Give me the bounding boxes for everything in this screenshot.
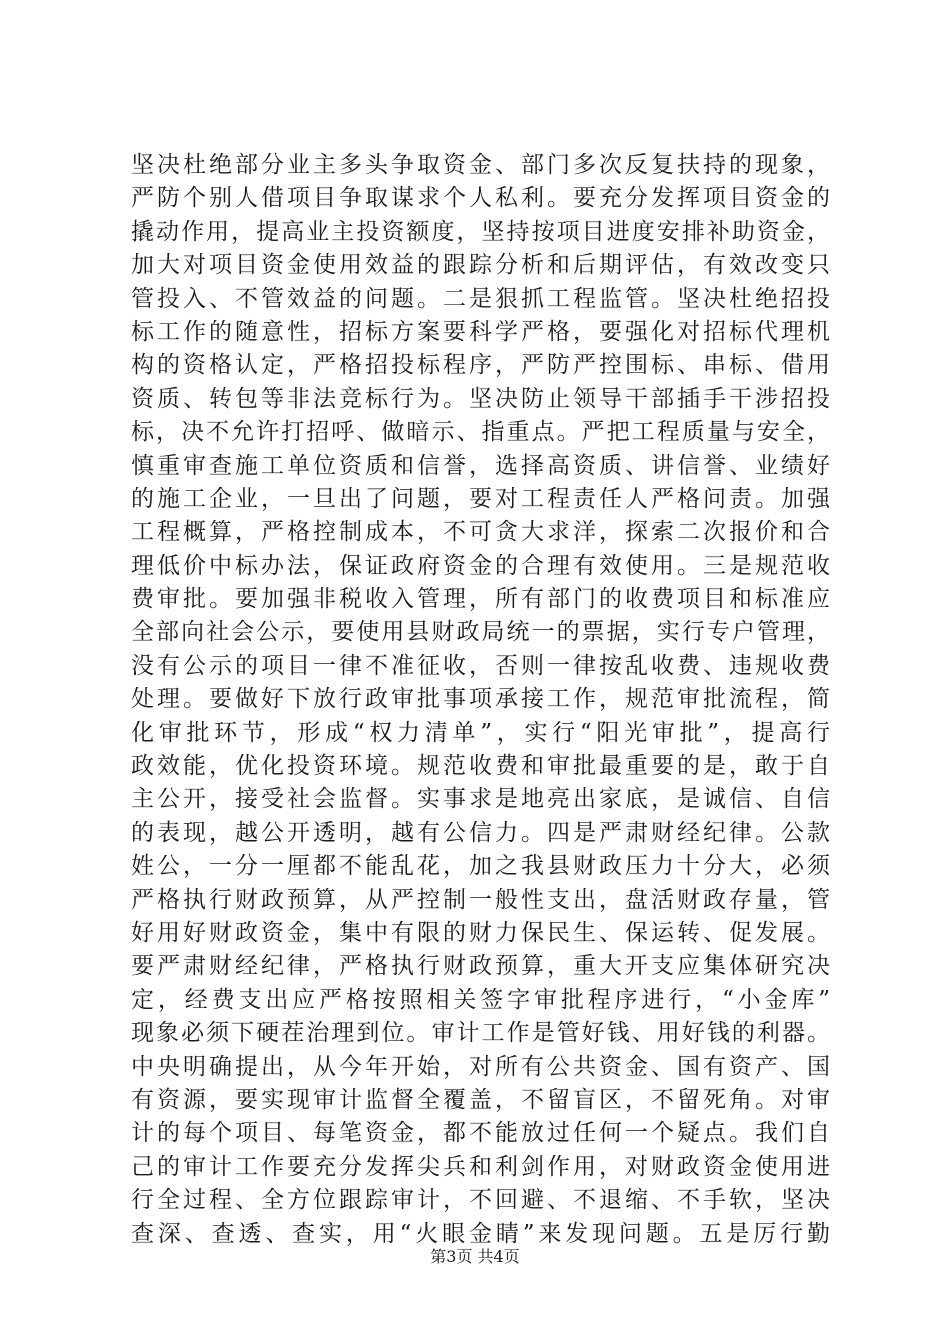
- text-line: 的施工企业，一旦出了问题，要对工程责任人严格问责。加强: [131, 485, 831, 512]
- text-line: 理低价中标办法，保证政府资金的合理有效使用。三是规范收: [131, 552, 831, 579]
- text-line: 严防个别人借项目争取谋求个人私利。要充分发挥项目资金的: [131, 185, 831, 212]
- text-line: 管投入、不管效益的问题。二是狠抓工程监管。坚决杜绝招投: [131, 285, 831, 312]
- text-line: 工程概算，严格控制成本，不可贪大求洋，探索二次报价和合: [131, 519, 831, 546]
- text-line: 化审批环节，形成“权力清单”，实行“阳光审批”，提高行: [131, 719, 831, 746]
- text-line: 计的每个项目、每笔资金，都不能放过任何一个疑点。我们自: [131, 1120, 831, 1147]
- text-line: 构的资格认定，严格招投标程序，严防严控围标、串标、借用: [131, 352, 831, 379]
- text-line: 坚决杜绝部分业主多头争取资金、部门多次反复扶持的现象，: [131, 152, 831, 178]
- body-paragraph: [131, 149, 831, 1251]
- text-line: 姓公，一分一厘都不能乱花，加之我县财政压力十分大，必须: [131, 853, 831, 880]
- text-line: 好用好财政资金，集中有限的财力保民生、保运转、促发展。: [131, 919, 831, 946]
- text-line: 费审批。要加强非税收入管理，所有部门的收费项目和标准应: [131, 586, 831, 613]
- text-line: 的表现，越公开透明，越有公信力。四是严肃财经纪律。公款: [131, 819, 831, 846]
- text-line: 现象必须下硬茬治理到位。审计工作是管好钱、用好钱的利器。: [131, 1020, 831, 1047]
- text-line: 查深、查透、查实，用“火眼金睛”来发现问题。五是厉行勤: [131, 1220, 831, 1247]
- text-line: 标工作的随意性，招标方案要科学严格，要强化对招标代理机: [131, 318, 831, 345]
- text-line: 全部向社会公示，要使用县财政局统一的票据，实行专户管理，: [131, 619, 831, 646]
- text-line: 政效能，优化投资环境。规范收费和审批最重要的是，敢于自: [131, 753, 831, 780]
- text-line: 定，经费支出应严格按照相关签字审批程序进行，“小金库”: [131, 986, 831, 1013]
- text-line: 主公开，接受社会监督。实事求是地亮出家底，是诚信、自信: [131, 786, 831, 813]
- text-line: 严格执行财政预算，从严控制一般性支出，盘活财政存量，管: [131, 886, 831, 913]
- text-line: 资质、转包等非法竞标行为。坚决防止领导干部插手干涉招投: [131, 385, 831, 412]
- text-line: 加大对项目资金使用效益的跟踪分析和后期评估，有效改变只: [131, 252, 831, 279]
- text-line: 标，决不允许打招呼、做暗示、指重点。严把工程质量与安全，: [131, 419, 831, 446]
- text-line: 撬动作用，提高业主投资额度，坚持按项目进度安排补助资金，: [131, 218, 831, 245]
- text-line: 慎重审查施工单位资质和信誉，选择高资质、讲信誉、业绩好: [131, 452, 831, 479]
- text-line: 处理。要做好下放行政审批事项承接工作，规范审批流程，简: [131, 686, 831, 713]
- page-number-footer: 第3页 共4页: [430, 1247, 520, 1266]
- text-line: 没有公示的项目一律不准征收，否则一律按乱收费、违规收费: [131, 652, 831, 679]
- text-line: 有资源，要实现审计监督全覆盖，不留盲区，不留死角。对审: [131, 1086, 831, 1113]
- text-line: 中央明确提出，从今年开始，对所有公共资金、国有资产、国: [131, 1053, 831, 1080]
- text-line: 要严肃财经纪律，严格执行财政预算，重大开支应集体研究决: [131, 953, 831, 980]
- text-line: 己的审计工作要充分发挥尖兵和利剑作用，对财政资金使用进: [131, 1153, 831, 1180]
- text-line: 行全过程、全方位跟踪审计，不回避、不退缩、不手软，坚决: [131, 1187, 831, 1214]
